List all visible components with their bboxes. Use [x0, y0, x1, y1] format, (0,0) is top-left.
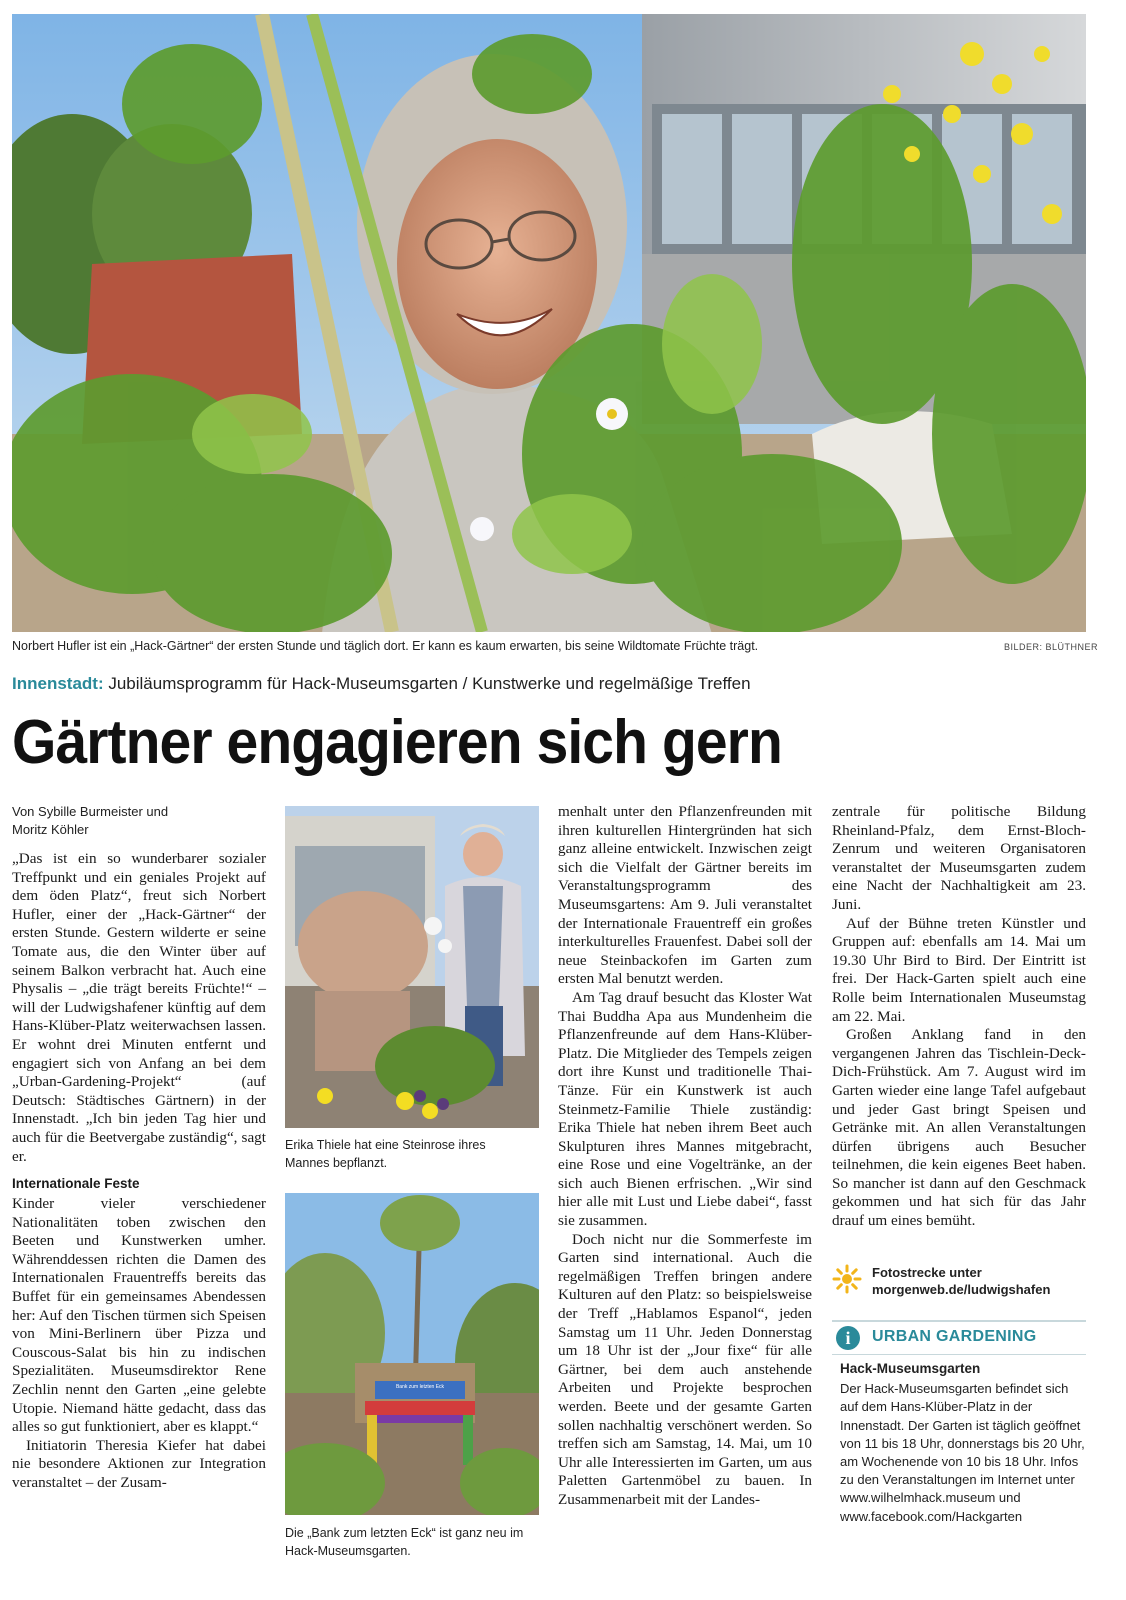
sun-icon [832, 1264, 862, 1294]
info-icon [836, 1326, 860, 1350]
photo-erika-caption: Erika Thiele hat eine Steinrose ihres Mannes bepflanzt. [285, 1138, 486, 1170]
info-icon-glyph: i [845, 1328, 851, 1348]
photo-bank-caption: Die „Bank zum letzten Eck“ ist ganz neu im Hack-Museumsgarten. [285, 1526, 524, 1558]
infobox-body [840, 1360, 1086, 1526]
col4-paragraph-3: Großen Anklang fand in den vergangenen Jahren das Tischlein-Deck-Dich-Frühstück. Am 7. August wird im Garten wieder eine lange Tafel aufgebaut und jeder Gast bringt Speisen und Getränke mit. An allen Veranstaltungen dürfen übrigens auch Besucher teilnehmen, die kein eigenes Beet haben. So mancher ist dann auf den Geschmack gekommen und hat sich für das Jahr drauf um eines bemüht. [832, 1026, 1086, 1230]
byline [12, 803, 168, 839]
photo-erika-thiele [285, 806, 539, 1128]
infobox-rule [832, 1320, 1086, 1322]
fotostrecke-url[interactable]: morgenweb.de/ludwigshafen [872, 1282, 1051, 1297]
column-1 [12, 850, 266, 1493]
gardener-photo-illustration [12, 14, 1086, 632]
infobox-heading: Hack-Museumsgarten [840, 1361, 981, 1376]
col3-paragraph-3: Doch nicht nur die Sommerfeste im Garten sind international. Auch die regelmäßigen Treffen bringen andere Kulturen auf den Platz: so beispielsweise der Treff „Hablamos Espanol“, jeden Samstag um 11 Uhr. Jeden Donnerstag um 18 Uhr ist der „Jour fixe“ für alle Gärtner, bei dem auch anstehende Arbeiten und Projekte besprochen werden. Beete und der gesamte Garten sollen nachhaltig verschönert werden. So treffen sich am Samstag, 14. Mai, um 10 Uhr alle Interessierten im Garten, um aus Paletten Gartenmöbel zu bauen. In Zusammenarbeit mit der Landes- [558, 1230, 812, 1508]
col3-paragraph-1: menhalt unter den Pflanzenfreunden mit ihren kulturellen Hintergründen hat sich ganz alleine entwickelt. Inzwischen zeigt sich die Vielfalt der Gärtner bereits im Veranstaltungsprogramm des Museumsgartens: Am 9. Juli veranstaltet der Internationale Frauentreff ein großes interkulturelles Frauenfest. Dabei soll der neue Steinbackofen im Garten zum ersten Mal benutzt werden. [558, 803, 812, 988]
col3-paragraph-2: Am Tag drauf besucht das Kloster Wat Thai Buddha Apa aus Mundenheim die Pflanzenfreunde auf dem Hans-Klüber-Platz. Die Mitglieder des Tempels zeigen dort ihre Kunst und traditionelle Thai-Tänze. Für ein Kunstwerk ist auch Steinmetz-Familie Thiele zuständig: Erika Thiele hat neben ihrem Beet auch Skulpturen ihres Mannes mitgebracht, eine Rose und eine Vogeltränke, an der sich auch Bienen erfrischen. „Wir sind hier alle mit Lust und Liebe dabei“, fasst sie zusammen. [558, 988, 812, 1230]
infobox-title: URBAN GARDENING [872, 1328, 1037, 1345]
col1-paragraph-1: „Das ist ein so wunderbarer sozialer Treffpunkt und ein geniales Projekt auf dem öden Platz“, freut sich Norbert Hufler, einer der „Hack-Gärtner“ der ersten Stunde. Gestern wilderte er seine Tomate aus, die den Winter über auf seinem Balkon verbracht hat. Auch eine Physalis – „die trägt bereits Früchte!“ – will der Ludwigshafener künftig auf dem Hans-Klüber-Platz weiterwachsen lassen. Er wohnt drei Minuten entfernt und engagiert sich von Anfang an bei dem „Urban-Gardening-Projekt“ (auf Deutsch: Städtisches Gärtnern) in der Innenstadt. „Ich bin jeden Tag hier und auch für die Beetvergabe zuständig“, sagt er. [12, 850, 266, 1165]
photo-credit: BILDER: BLÜTHNER [1004, 642, 1099, 652]
fotostrecke-line1: Fotostrecke unter [872, 1265, 982, 1280]
main-photo-caption: Norbert Hufler ist ein „Hack-Gärtner“ der ersten Stunde und täglich dort. Er kann es kaum erwarten, bis seine Wildtomate Früchte trägt. [12, 639, 759, 653]
col4-paragraph-2: Auf der Bühne treten Künstler und Gruppen auf: ebenfalls am 14. Mai um 19.30 Uhr Bird to Bird. Der Eintritt ist frei. Der Hack-Garten spielt auch eine Rolle beim Internationalen Museumstag am 22. Mai. [832, 914, 1086, 1025]
kicker [12, 673, 751, 695]
col1-paragraph-2: Kinder vieler verschiedener Nationalitäten toben zwischen den Beeten und Kunstwerken umher. Währenddessen richten die Damen des Internationalen Frauentreffs bereits das Buffet für ein gemeinsames Abendessen her: Auf den Tischen türmen sich Speisen von Mini-Berlinern über Pizza und Couscous-Salat bis hin zu indischen Spezialitäten. Museumsdirektor Rene Zechlin nennt den Garten „eine gelebte Utopie. Niemand hätte gedacht, dass das alles so gut funktioniert, aber es klappt.“ [12, 1195, 266, 1436]
headline: Gärtner engagieren sich gern [12, 708, 782, 777]
bench-sign: Bank zum letzten Eck [395, 1384, 445, 1390]
column-4 [832, 803, 1086, 1231]
main-photo [12, 14, 1086, 632]
infobox-link-facebook[interactable]: www.facebook.com/Hackgarten [840, 1508, 1023, 1524]
infobox-link-museum[interactable]: www.wilhelmhack.museum und [840, 1490, 1021, 1506]
kicker-topic: Innenstadt: [12, 674, 104, 693]
col4-paragraph-1: zentrale für politische Bildung Rheinland-Pfalz, dem Ernst-Bloch-Zenrum und weiteren Organisatoren veranstaltet der Museumsgarten zudem eine Nacht der Nachhaltigkeit am 23. Juni. [832, 803, 1086, 913]
column-3 [558, 803, 812, 1510]
kicker-text: Jubiläumsprogramm für Hack-Museumsgarten / Kunstwerke und regelmäßige Treffen [108, 674, 751, 693]
byline-line2: Moritz Köhler [12, 822, 89, 837]
byline-line1: Von Sybille Burmeister und [12, 804, 169, 819]
col1-subhead: Internationale Feste [12, 1176, 140, 1192]
photo-bank [285, 1193, 539, 1515]
col1-paragraph-3: Initiatorin Theresia Kiefer hat dabei nie besondere Aktionen zur Integration veranstaltet – der Zusam- [12, 1436, 266, 1491]
infobox-rule-2 [832, 1354, 1086, 1355]
fotostrecke-link[interactable] [872, 1264, 1050, 1298]
infobox-text: Der Hack-Museumsgarten befindet sich auf dem Hans-Klüber-Platz in der Innenstadt. Der Garten ist täglich geöffnet von 11 bis 18 Uhr, donnerstags bis 20 Uhr, am Wochenende von 10 bis 18 Uhr. Infos zu den Veranstaltungen im Internet unter [840, 1381, 1085, 1488]
